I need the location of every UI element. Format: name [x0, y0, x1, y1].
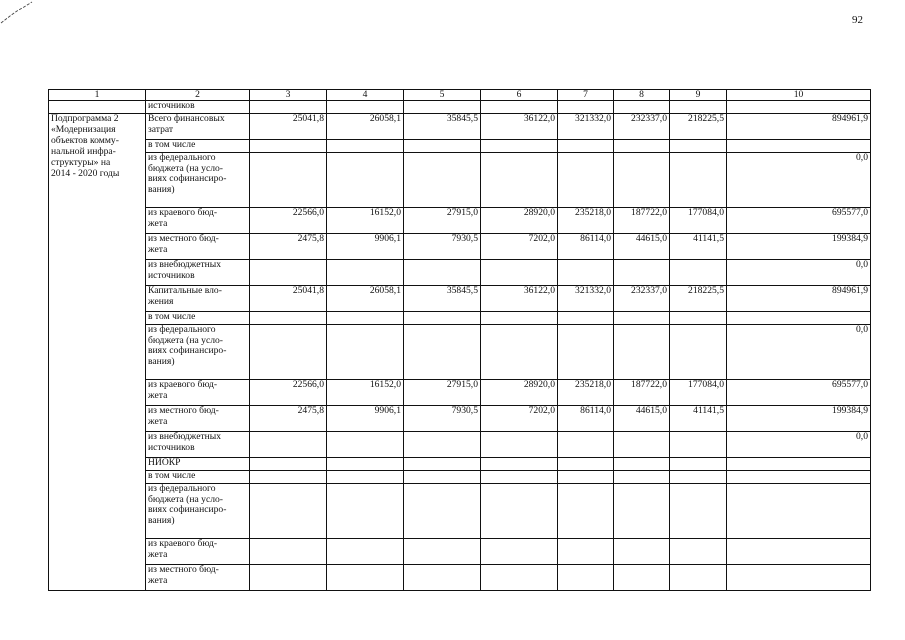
value-cell: [404, 432, 481, 458]
value-cell: 25041,8: [250, 286, 327, 312]
value-cell: 7930,5: [404, 406, 481, 432]
funding-source-cell: [146, 153, 250, 208]
text-line: вания): [148, 514, 175, 526]
value-cell: [727, 101, 871, 114]
text-line: из федерального: [148, 324, 216, 335]
text-line: жения: [148, 295, 174, 307]
value-cell: 199384,9: [727, 406, 871, 432]
value-cell: [727, 565, 871, 591]
value-cell: 2475,8: [250, 406, 327, 432]
text-line: источников: [148, 100, 195, 111]
value-cell: [481, 325, 558, 380]
funding-source-cell: [146, 484, 250, 539]
value-cell: 26058,1: [327, 286, 404, 312]
value-cell: [250, 484, 327, 539]
text-line: из внебюджетных: [148, 259, 222, 270]
value-cell: [670, 484, 727, 539]
value-cell: [614, 484, 670, 539]
value-cell: [404, 153, 481, 208]
value-cell: [670, 565, 727, 591]
value-cell: 41141,5: [670, 234, 727, 260]
value-cell: 7930,5: [404, 234, 481, 260]
value-cell: [670, 471, 727, 484]
table-row: [49, 380, 871, 406]
value-cell: [670, 101, 727, 114]
funding-source-cell: [146, 260, 250, 286]
value-cell: [327, 153, 404, 208]
value-cell: 36122,0: [481, 114, 558, 140]
value-cell: 28920,0: [481, 380, 558, 406]
value-cell: [727, 539, 871, 565]
text-line: жета: [148, 217, 168, 229]
text-line: в том числе: [148, 470, 196, 481]
value-cell: 0,0: [727, 153, 871, 208]
value-cell: [614, 312, 670, 325]
text-line: нальной инфра-: [51, 145, 116, 157]
value-cell: [327, 140, 404, 153]
value-cell: [670, 432, 727, 458]
value-cell: [481, 458, 558, 471]
text-line: виях софинансиро-: [148, 345, 227, 357]
value-cell: 0,0: [727, 260, 871, 286]
value-cell: [727, 458, 871, 471]
text-line: жета: [148, 243, 168, 255]
funding-source-cell: [146, 101, 250, 114]
text-line: 2014 - 2020 годы: [51, 167, 120, 179]
value-cell: [481, 539, 558, 565]
table-row: [49, 114, 871, 140]
funding-source-cell: [146, 208, 250, 234]
value-cell: [727, 471, 871, 484]
value-cell: [558, 539, 614, 565]
value-cell: [481, 153, 558, 208]
column-header-6: 6: [481, 90, 558, 101]
text-line: жета: [148, 389, 168, 401]
value-cell: 27915,0: [404, 380, 481, 406]
text-line: из краевого бюд-: [148, 379, 218, 390]
funding-source-cell: [146, 471, 250, 484]
text-line: в том числе: [148, 139, 196, 150]
value-cell: [404, 539, 481, 565]
text-line: вания): [148, 183, 175, 195]
value-cell: [250, 432, 327, 458]
value-cell: [481, 565, 558, 591]
value-cell: [614, 260, 670, 286]
text-line: «Модернизация: [51, 123, 116, 135]
value-cell: [614, 140, 670, 153]
value-cell: [327, 539, 404, 565]
text-line: затрат: [148, 123, 174, 135]
column-header-2: 2: [146, 90, 250, 101]
value-cell: [558, 432, 614, 458]
text-line: жета: [148, 415, 168, 427]
value-cell: [670, 458, 727, 471]
value-cell: 44615,0: [614, 234, 670, 260]
table-row: [49, 140, 871, 153]
value-cell: [558, 312, 614, 325]
column-header-1: 1: [49, 90, 146, 101]
value-cell: 22566,0: [250, 208, 327, 234]
value-cell: 27915,0: [404, 208, 481, 234]
value-cell: [404, 260, 481, 286]
funding-source-cell: [146, 458, 250, 471]
value-cell: 0,0: [727, 325, 871, 380]
value-cell: [558, 325, 614, 380]
value-cell: [614, 539, 670, 565]
subprogram-name-cell: [49, 114, 146, 591]
value-cell: [558, 260, 614, 286]
text-line: в том числе: [148, 311, 196, 322]
value-cell: [250, 325, 327, 380]
text-line: из федерального: [148, 152, 216, 163]
value-cell: 9906,1: [327, 406, 404, 432]
value-cell: [481, 312, 558, 325]
text-line: из краевого бюд-: [148, 207, 218, 218]
text-line: виях софинансиро-: [148, 504, 227, 516]
value-cell: [250, 312, 327, 325]
value-cell: 86114,0: [558, 234, 614, 260]
table-row: [49, 153, 871, 208]
value-cell: 177084,0: [670, 208, 727, 234]
value-cell: [727, 312, 871, 325]
value-cell: [404, 484, 481, 539]
value-cell: 36122,0: [481, 286, 558, 312]
text-line: НИОКР: [148, 457, 181, 468]
text-line: жета: [148, 574, 168, 586]
budget-table: [48, 89, 871, 591]
table-row: [49, 234, 871, 260]
table-row: [49, 406, 871, 432]
value-cell: 7202,0: [481, 234, 558, 260]
text-line: бюджета (на усло-: [148, 334, 223, 346]
funding-source-cell: [146, 380, 250, 406]
text-line: Подпрограмма 2: [51, 113, 119, 124]
table-row: [49, 458, 871, 471]
value-cell: [250, 458, 327, 471]
value-cell: [327, 312, 404, 325]
table-row: [49, 471, 871, 484]
value-cell: [404, 458, 481, 471]
value-cell: [481, 432, 558, 458]
table-row: [49, 565, 871, 591]
value-cell: [670, 325, 727, 380]
table-row: [49, 432, 871, 458]
value-cell: [404, 140, 481, 153]
value-cell: 218225,5: [670, 114, 727, 140]
value-cell: 16152,0: [327, 380, 404, 406]
scan-mark: [0, 0, 34, 24]
text-line: из местного бюд-: [148, 405, 219, 416]
value-cell: [250, 471, 327, 484]
value-cell: [250, 153, 327, 208]
value-cell: 321332,0: [558, 286, 614, 312]
value-cell: 218225,5: [670, 286, 727, 312]
table-row: [49, 260, 871, 286]
value-cell: [614, 432, 670, 458]
value-cell: [327, 484, 404, 539]
value-cell: [327, 325, 404, 380]
value-cell: [481, 101, 558, 114]
value-cell: 232337,0: [614, 286, 670, 312]
value-cell: [404, 471, 481, 484]
funding-source-cell: [146, 565, 250, 591]
value-cell: [327, 565, 404, 591]
value-cell: 44615,0: [614, 406, 670, 432]
value-cell: 28920,0: [481, 208, 558, 234]
value-cell: 177084,0: [670, 380, 727, 406]
value-cell: [614, 101, 670, 114]
empty-cell: [49, 101, 146, 114]
funding-source-cell: [146, 312, 250, 325]
value-cell: [558, 565, 614, 591]
value-cell: [250, 539, 327, 565]
value-cell: [727, 484, 871, 539]
header-row: [49, 90, 871, 101]
funding-source-cell: [146, 114, 250, 140]
funding-source-cell: [146, 325, 250, 380]
value-cell: 235218,0: [558, 380, 614, 406]
value-cell: [614, 153, 670, 208]
value-cell: [670, 153, 727, 208]
value-cell: [614, 458, 670, 471]
value-cell: 187722,0: [614, 380, 670, 406]
text-line: Всего финансовых: [148, 113, 225, 124]
value-cell: 695577,0: [727, 208, 871, 234]
column-header-10: 10: [727, 90, 871, 101]
funding-source-cell: [146, 286, 250, 312]
value-cell: [250, 140, 327, 153]
value-cell: [327, 432, 404, 458]
column-header-3: 3: [250, 90, 327, 101]
column-header-5: 5: [404, 90, 481, 101]
value-cell: [558, 471, 614, 484]
value-cell: 235218,0: [558, 208, 614, 234]
column-header-9: 9: [670, 90, 727, 101]
value-cell: 22566,0: [250, 380, 327, 406]
funding-source-cell: [146, 406, 250, 432]
table-row: [49, 484, 871, 539]
value-cell: 894961,9: [727, 114, 871, 140]
value-cell: [250, 101, 327, 114]
table-row: [49, 208, 871, 234]
value-cell: [404, 312, 481, 325]
value-cell: [404, 325, 481, 380]
value-cell: [250, 260, 327, 286]
value-cell: 321332,0: [558, 114, 614, 140]
value-cell: 35845,5: [404, 286, 481, 312]
value-cell: [327, 260, 404, 286]
value-cell: [558, 153, 614, 208]
column-header-8: 8: [614, 90, 670, 101]
text-line: жета: [148, 548, 168, 560]
text-line: из местного бюд-: [148, 233, 219, 244]
text-line: из внебюджетных: [148, 431, 222, 442]
value-cell: 35845,5: [404, 114, 481, 140]
table-row: [49, 101, 871, 114]
value-cell: [614, 471, 670, 484]
column-header-7: 7: [558, 90, 614, 101]
value-cell: [670, 312, 727, 325]
text-line: Капитальные вло-: [148, 285, 222, 296]
value-cell: 26058,1: [327, 114, 404, 140]
text-line: виях софинансиро-: [148, 173, 227, 185]
funding-source-cell: [146, 234, 250, 260]
value-cell: [558, 484, 614, 539]
funding-source-cell: [146, 432, 250, 458]
value-cell: [614, 325, 670, 380]
value-cell: 2475,8: [250, 234, 327, 260]
text-line: структуры» на: [51, 156, 111, 168]
table-body: [49, 101, 871, 591]
text-line: из краевого бюд-: [148, 538, 218, 549]
value-cell: [327, 458, 404, 471]
value-cell: [404, 101, 481, 114]
text-line: объектов комму-: [51, 134, 119, 146]
value-cell: 894961,9: [727, 286, 871, 312]
table-header: [49, 90, 871, 101]
value-cell: [670, 140, 727, 153]
text-line: из местного бюд-: [148, 564, 219, 575]
value-cell: 9906,1: [327, 234, 404, 260]
value-cell: 41141,5: [670, 406, 727, 432]
value-cell: [727, 140, 871, 153]
value-cell: [250, 565, 327, 591]
text-line: из федерального: [148, 483, 216, 494]
value-cell: [558, 101, 614, 114]
text-line: бюджета (на усло-: [148, 162, 223, 174]
value-cell: 695577,0: [727, 380, 871, 406]
table-row: [49, 312, 871, 325]
value-cell: [558, 458, 614, 471]
text-line: бюджета (на усло-: [148, 493, 223, 505]
value-cell: 0,0: [727, 432, 871, 458]
value-cell: [614, 565, 670, 591]
value-cell: 199384,9: [727, 234, 871, 260]
value-cell: 25041,8: [250, 114, 327, 140]
value-cell: [481, 484, 558, 539]
value-cell: [327, 101, 404, 114]
value-cell: [670, 539, 727, 565]
text-line: источников: [148, 441, 195, 453]
value-cell: 7202,0: [481, 406, 558, 432]
funding-source-cell: [146, 539, 250, 565]
value-cell: [558, 140, 614, 153]
column-header-4: 4: [327, 90, 404, 101]
funding-source-cell: [146, 140, 250, 153]
value-cell: 232337,0: [614, 114, 670, 140]
value-cell: [481, 140, 558, 153]
value-cell: [670, 260, 727, 286]
page-number: 92: [852, 14, 863, 26]
value-cell: [481, 260, 558, 286]
text-line: вания): [148, 355, 175, 367]
value-cell: 86114,0: [558, 406, 614, 432]
value-cell: [481, 471, 558, 484]
value-cell: [327, 471, 404, 484]
text-line: источников: [148, 269, 195, 281]
table-row: [49, 325, 871, 380]
table-row: [49, 286, 871, 312]
value-cell: [404, 565, 481, 591]
value-cell: 187722,0: [614, 208, 670, 234]
value-cell: 16152,0: [327, 208, 404, 234]
table-row: [49, 539, 871, 565]
